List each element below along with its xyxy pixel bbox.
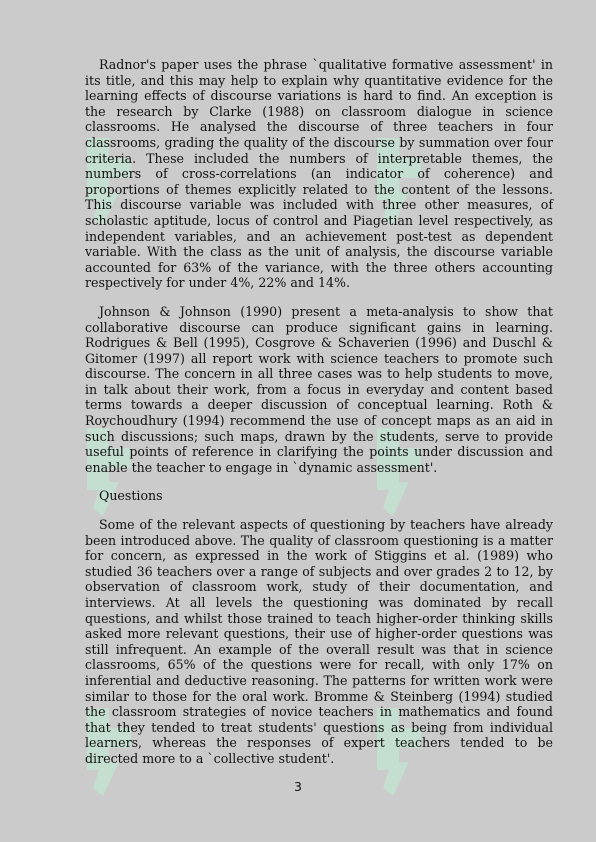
paragraph-questioning: Some of the relevant aspects of questioning by teachers have already been introduced above. The quality of classroom questioning is a matter for concern, as expressed in the work of Stiggins et al. (1989) who studied 36 teachers over a range of subjects and over grades 2 to 12, by observation of classroom work, study of their documentation, and interviews. At all levels the questioning was dominated by recall questions, and whilst those trained to teach higher-order thinking skills asked more relevant questions, their use of higher-order questions was still infrequent. An example of the overall result was that in science classrooms, 65% of the questions were for recall, with only 17% on inferential and deductive reasoning. The patterns for written work were similar to those for the oral work. Bromme & Steinberg (1994) studied the classroom strategies of novice teachers in mathematics and found that they tended to treat students' questions as being from individual learners, whereas the responses of expert teachers tended to be directed more to a `collective student'. bbox=[85, 517, 553, 766]
section-heading-questions: Questions bbox=[99, 488, 163, 504]
document-body bbox=[85, 57, 553, 780]
page-number: 3 bbox=[294, 779, 302, 794]
paragraph-collaborative-discourse: Johnson & Johnson (1990) present a meta-analysis to show that collaborative discourse can produce significant gains in learning. Rodrigues & Bell (1995), Cosgrove & Schaverien (1996) and Duschl & Gitomer (1997) all report work with science teachers to promote such discourse. The concern in all three cases was to help students to move, in talk about their work, from a focus in everyday and content based terms towards a deeper discussion of conceptual learning. Roth & Roychoudhury (1994) recommend the use of concept maps as an aid in such discussions; such maps, drawn by the students, serve to provide useful points of reference in clarifying the points under discussion and enable the teacher to engage in `dynamic assessment'. bbox=[85, 303, 553, 475]
paragraph-discourse-clarke: Radnor's paper uses the phrase `qualitative formative assessment' in its title, and this may help to explain why quantitative evidence for the learning effects of discourse variations is hard to find. An exception is the research by Clarke (1988) on classroom dialogue in science classrooms. He analysed the discourse of three teachers in four classrooms, grading the quality of the discourse by summation over four criteria. These included the numbers of interpretable themes, the numbers of cross-correlations (an indicator of coherence) and proportions of themes explicitly related to the content of the lessons. This discourse variable was included with three other measures, of scholastic aptitude, locus of control and Piagetian level respectively, as independent variables, and an achievement post-test as dependent variable. With the class as the unit of analysis, the discourse variable accounted for 63% of the variance, with the three others accounting respectively for under 4%, 22% and 14%. bbox=[85, 57, 553, 291]
